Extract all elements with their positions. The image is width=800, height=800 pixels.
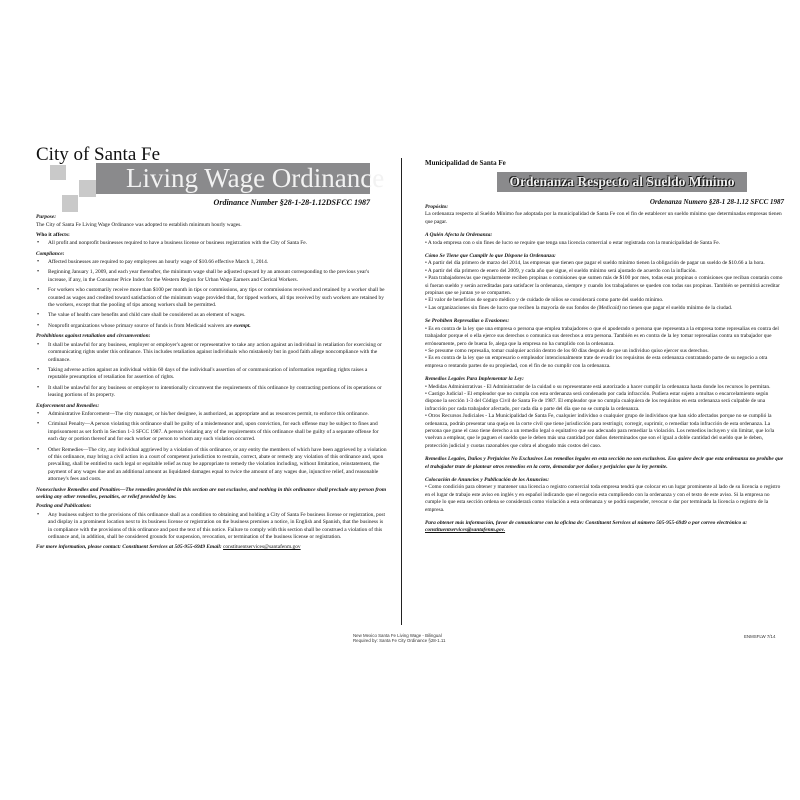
spanish-body xyxy=(425,204,785,535)
list-item: • El valor de beneficios de seguro médico y de cuidado de niños se considerará como parte del sueldo mínimo. xyxy=(425,297,664,304)
list-item: • Otros Recursos Judiciales - La Municipalidad de Santa Fe, cualquier individuo o cualquier grupo de individuos que han sido afectados porque no se cumplió la ordenanza, podrán presentar una queja en la corte civil que tiene jurisdicción para restringir, corregir, suprimir, o remediar toda infracción de esta ordenanza. La persona que gane el caso tiene derecho a un remedio legal o equitativo que sea adecuado para remediar la violación. Los remedios incluyen y sin limitar, que lo/la vuelvan a emplear, que le paguen el sueldo que le deben más una cantidad por daños determinados que son el igual a doble cantidad del sueldo que le deben, protección judicial y cuotas razonables que cobra el abogado más costos del caso. xyxy=(425,413,775,449)
compliance-heading: Compliance: xyxy=(36,250,65,257)
list-item: • Castigo Judicial - El empleador que no cumpla con esta ordenanza será condenado por cada infracción. Pudiera estar sujeto a multas o encarcelamiento según dispone la sección 1-3 del Código Civil de Santa Fe de 1987. El empleador que no cumpla cualquiera de los requisitos en esta ordenanza será culpable de una infracción por cada trabajador afectado, por cada día o parte del día que no se cumpla la ordenanza. xyxy=(425,390,769,412)
spanish-ordinance-number: Ordenanza Numero §28-1 28-1.12 SFCC 1987 xyxy=(649,198,784,206)
footer-line-2: Required by: Santa Fe City Ordinance §28-1.11 xyxy=(353,638,446,644)
list-item-tail: no tienen que pagar el sueldo mínimo de la ciudad. xyxy=(620,304,733,311)
contacto-text: Para obtener más información, favor de comunicarse con la oficina de: Constituent Services al número 505-955-6949 o por correo electrónico a: xyxy=(425,520,748,527)
footer-product-code: ENMSFLW 7/14 xyxy=(744,634,776,639)
list-item: • The value of health care benefits and child care shall be considered as an element of wages. xyxy=(36,312,388,319)
english-ordinance-number: Ordinance Number §28-1-28-1.12DSFCC 1987 xyxy=(213,198,370,207)
proposito-text: La ordenanza respecto al Sueldo Mínimo fue adoptada por la municipalidad de Santa Fe con el fin de establecer un sueldo mínimo que determinadas empresas tienen que pagar. xyxy=(425,211,782,225)
footer-line-1: New Mexico Santa Fe Living Wage - Bilingual xyxy=(353,633,442,638)
compliance-list xyxy=(36,259,388,330)
english-city-title: City of Santa Fe xyxy=(36,144,161,165)
list-item: • It shall be unlawful for any business or employer to intentionally circumvent the requirements of this ordinance by contracting portions of its operations or leasing portions of its property. xyxy=(36,385,388,400)
decorative-block xyxy=(79,180,96,197)
list-item: • Es en contra de la ley que un empresario o empleador intencionalmente trate de evadir los requisitos de esta ordenanza contratando parte de su negocio a otra empresa o rentando partes de su propiedad, con el fin de no cumplir con la ordenanza. xyxy=(425,355,768,369)
list-item xyxy=(36,323,388,330)
exempt-emphasis: exempt. xyxy=(233,322,251,329)
prohibitions-list xyxy=(36,342,388,400)
anuncios-heading: Colocación de Anuncios y Publicación de los Anuncios: xyxy=(425,477,550,483)
list-item: • Taking adverse action against an individual within 60 days of the individual's assertion of or communication of information regarding rights raises a reputable presumption of retaliation for assertion of rights. xyxy=(36,367,388,382)
list-item-text: • Las organizaciones sin fines de lucro que reciben la mayoría de sus fondos de xyxy=(425,304,597,311)
proposito-heading: Propósito: xyxy=(425,204,449,210)
posting-list xyxy=(36,512,388,542)
list-item-text: Nonprofit organizations whose primary source of funds is from Medicaid waivers are xyxy=(48,322,234,329)
list-item: • A partir del día primero de enero del 2009, y cada año que sigue, el sueldo mínimo será ajustado de acuerdo con la inflación. xyxy=(425,267,697,274)
list-item: • For workers who customarily receive more than $100 per month in tips or commissions, any tips or commissions received and retained by a worker shall be counted as wages and credited toward satisfaction of the minimum wage provided that, for tipped workers, all tips received by such workers are retained by the workers, except that the pooling of tips among workers shall be permitted. xyxy=(36,287,388,309)
list-item: • Es en contra de la ley que una empresa o persona que emplea trabajadores o que el apoderado o persona que representa a la empresa tome represalias en contra del trabajador porque el o ella ejerce sus derechos o comunica sus derechos a otra persona. También es en contra de la ley tomar represalias contra un trabajador que erróneamente, pero de buena fe, alega que la empresa no ha cumplido con la ordenanza. xyxy=(425,325,779,347)
spanish-banner-title: Ordenanza Respecto al Sueldo Mínimo xyxy=(509,174,735,189)
nonexclusive-remedies: Nonexclusive Remedies and Penalties—The remedies provided in this section are not exclusive, and nothing in this ordinance shall preclude any person from seeking any other remedies, penalties, or relief provided by law. xyxy=(36,486,387,500)
purpose-text: The City of Santa Fe Living Wage Ordinance was adopted to establish minimum hourly wages. xyxy=(36,222,242,229)
list-item: • Affected businesses are required to pay employees an hourly wage of $10.66 effective March 1, 2014. xyxy=(36,259,388,266)
decorative-block xyxy=(50,165,66,180)
list-item: • Administrative Enforcement—The city manager, or his/her designee, is authorized, as appropriate and as resources permit, to enforce this ordinance. xyxy=(36,411,388,418)
represalias-heading: Se Prohiben Represalias o Evasiones: xyxy=(425,318,510,325)
list-item xyxy=(425,305,785,312)
remedios-no-exclusivos: Remedios Legales, Daños y Perjuicios No Exclusivos Los remedios legales en esta sección no son exclusivos. Eso quiere decir que esta ordenanza no prohíbe que el trabajador trate de plantear otros remedios en la corte, demandar por daños y perjuicios que la ley permite. xyxy=(425,456,784,470)
english-banner-title: Living Wage Ordinance xyxy=(126,163,385,193)
list-item: • All profit and nonprofit businesses required to have a business license or business registration with the City of Santa Fe. xyxy=(36,240,388,247)
list-item: • Como condición para obtener y mantener una licencia o registro comercial toda empresa tendrá que colocar en un lugar prominente al lado de su licencia o registro en el lugar de trabajo este aviso en inglés y en español indicando que el negocio esta cumpliendo con la ordenanza y con el texto de este aviso. Si la empresa no cumple lo que esta sección ordena se considerará como violación a esta ordenanza y se podrá suspender, revocar o dar por terminada la licencia o registro de la empresa. xyxy=(425,484,781,513)
posting-heading: Posting and Publication: xyxy=(36,503,92,510)
enforcement-list xyxy=(36,411,388,484)
decorative-block xyxy=(62,195,78,212)
list-item: • Se presume como represalia, tomar cualquier acción dentro de los 60 días después de que un individuo quiso ejercer sus derechos. xyxy=(425,347,709,354)
column-divider xyxy=(401,158,402,625)
contact-line xyxy=(36,544,388,551)
prohibitions-heading: Prohibitions against retaliation and circumvention: xyxy=(36,333,151,340)
quien-afecta-heading: A Quién Afecta la Ordenanza: xyxy=(425,232,493,239)
remedios-heading: Remedios Legales Para Implementar la Ley: xyxy=(425,376,524,383)
list-item: • Other Remedies—The city, any individual aggrieved by a violation of this ordinance, or any entity the members of which have been aggrieved by a violation of this ordinance, may bring a civil action in a court of competent jurisdiction to restrain, correct, abate or remedy any violation of this ordinance and, upon prevailing, shall be entitled to such legal or equitable relief as may be appropriate to remedy the violation including, without limitation, reinstatement, the payment of any wages due and an additional amount as liquidated damages equal to twice the amount of any wages due, injunctive relief, and reasonable attorney's fees and costs. xyxy=(36,447,388,484)
list-item: • Criminal Penalty—A person violating this ordinance shall be guilty of a misdemeanor and, upon conviction, for each offense may be subject to fines and imprisonment as set forth in Section 1-3 SFCC 1987. A person violating any of the requirements of this ordinance shall be guilty of a separate offense for each day or portion thereof and for each worker or person to whom any such violation occurred. xyxy=(36,421,388,443)
purpose-heading: Purpose: xyxy=(36,214,57,220)
list-item: • Medidas Administrativas - El Administrador de la cuidad o su representante está autorizado a hacer cumplir la ordenanza hasta donde los recursos lo permitan. xyxy=(425,383,771,390)
contact-email-link[interactable]: constituentservices@santafenm.gov xyxy=(223,544,301,551)
contacto-email-link[interactable]: constituentservices@santafenm.gov. xyxy=(425,527,506,534)
list-item: • A toda empresa con o sin fines de lucro se require que tenga una licencia comercial o estar registrada con la municipalidad de Santa Fe. xyxy=(425,239,720,246)
medicaid-emphasis: (Medicaid) xyxy=(597,304,621,311)
who-list xyxy=(36,240,388,247)
spanish-city-title: Municipalidad de Santa Fe xyxy=(425,159,506,167)
contacto-line xyxy=(425,520,785,535)
english-body xyxy=(36,212,388,553)
list-item: • A partir del día primero de marzo del 2014, las empresas que tienen que pagar el sueldo mínimo tienen la obligación de pagar un sueldo de $10.66 a la hora. xyxy=(425,260,765,267)
footer-info xyxy=(353,633,445,644)
list-item: • Any business subject to the provisions of this ordinance shall as a condition to obtaining and holding a City of Santa Fe business license or registration, post and display in a prominent location next to its business license or registration on the business premises a notice, in English and Spanish, that the business is in compliance with the provisions of this ordinance and post the text of this notice. Failure to comply with this section shall be construed a violation of this ordinance and, in addition, shall be considered grounds for suspension, revocation, or termination of the business license or registration. xyxy=(36,512,388,542)
list-item: • Para trabajadores/as que regularmente reciben propinas o comisiones que sumen más de $100 por mes, todas esas propinas o comisiones que reciban contarán como si fueran sueldo y serán acreditadas para satisfacer la ordenanza, siempre y cuando los trabajadores se queden con todas sus propinas. También se permitirá acreditar propinas que se juntan ye se comparten. xyxy=(425,275,783,297)
who-heading: Who it affects: xyxy=(36,231,70,238)
list-item: • It shall be unlawful for any business, employer or employer's agent or representative to take any action against an individual in retaliation for exercising or communicating rights under this ordinance. This includes retaliation against individuals who mistakenly but in good faith allege noncompliance with the ordinance. xyxy=(36,342,388,364)
list-item: • Beginning January 1, 2009, and each year thereafter, the minimum wage shall be adjusted upward by an amount corresponding to the previous year's increase, if any, in the Consumer Price Index for the Western Region for Urban Wage Earners and Clerical Workers. xyxy=(36,269,388,284)
cumplir-heading: Cómo Se Tiene que Cumplir lo que Dispone la Ordenanza: xyxy=(425,253,556,260)
enforcement-heading: Enforcement and Remedies: xyxy=(36,402,100,409)
contact-text: For more information, please contact: Constituent Services at 505-955-6949 Email: xyxy=(36,544,224,551)
